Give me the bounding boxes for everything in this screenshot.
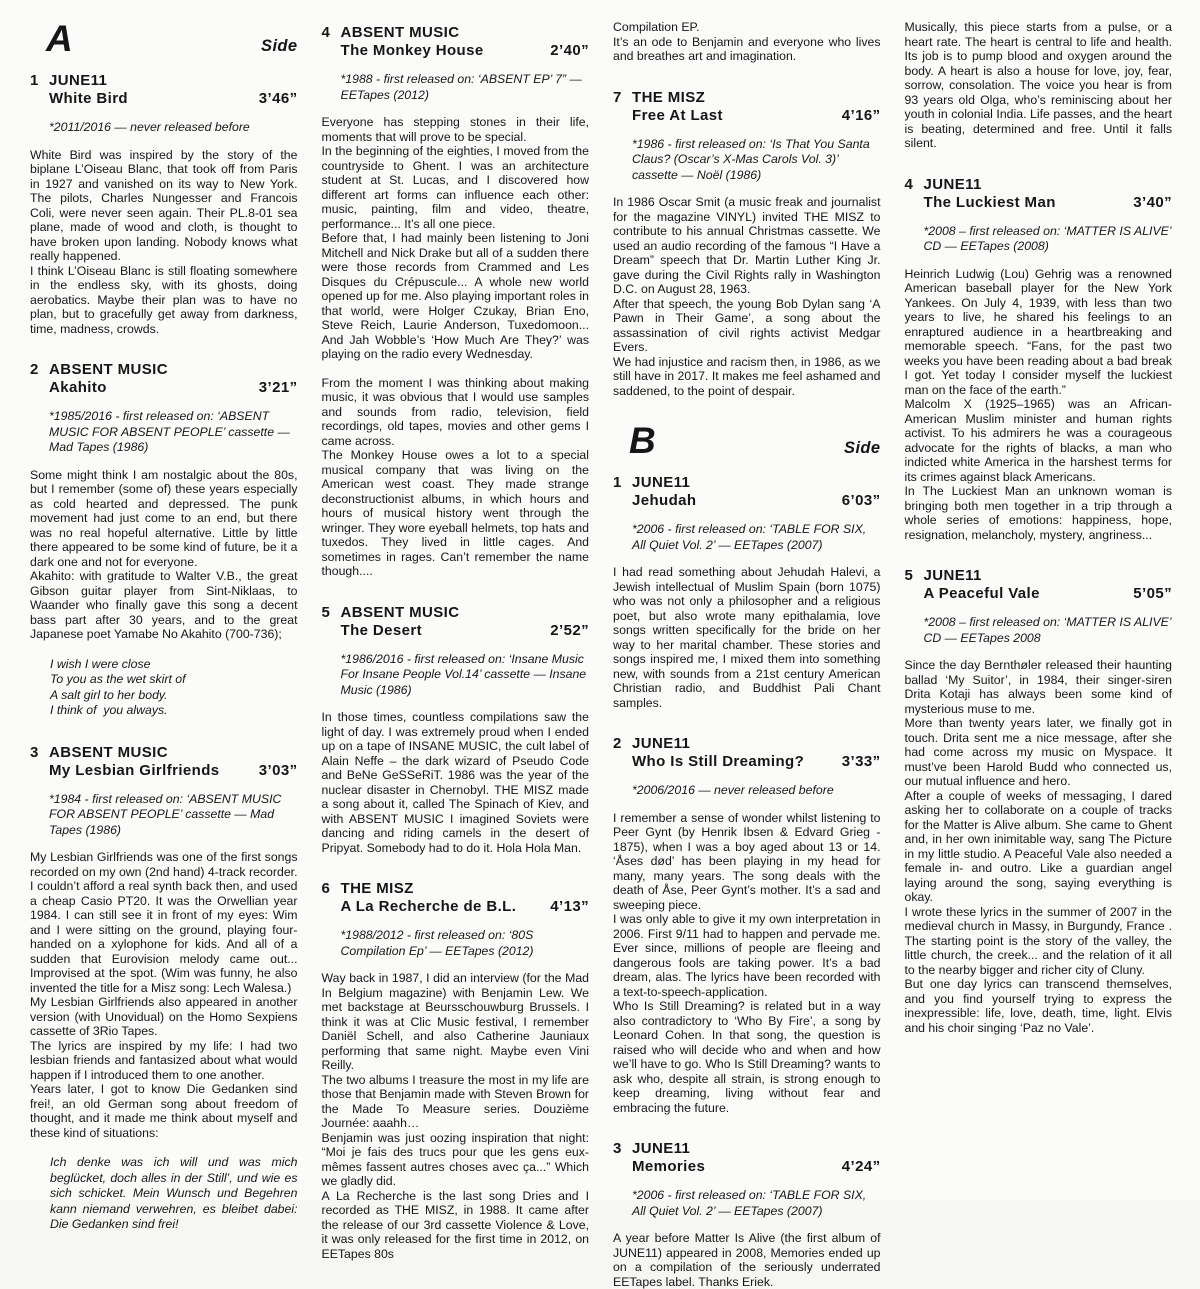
body-paragraph: The lyrics are inspired by my life: I had two lesbian friends and fantasized about what would happen if I introduced them to one another. xyxy=(30,1038,298,1082)
body-paragraph: Benjamin was just oozing inspiration that night: “Moi je fais des trucs pour que les gens eux-mêmes fassent autres choses avec ça...” Which we gladly did. xyxy=(321,1130,589,1188)
release-note: *2006/2016 — never released before xyxy=(632,783,834,797)
body-paragraph: In those times, countless compilations saw the light of day. I was extremely proud when I ended up on a tape of INSANE MUSIC, the cult label of Alain Neffe – the dark wizard of Pseudo Code and BeNe GeSSeRiT. 1986 was the year of the nuclear disaster in Chernobyl. THE MISZ made a song about it, called The Spinach of Kiev, and with ABSENT MUSIC I imagined Soviets were dancing and riding camels in the desert of Pripyat. Somebody had to do it. Hola Hola Man. xyxy=(321,710,589,855)
body-paragraph: I wrote these lyrics in the summer of 2007 in the medieval church in Massy, in Burgundy, France . The starting point is the story of the valley, the little church, the creek... and the relation of it all to the nearby bigger and richer city of Cluny. xyxy=(904,904,1172,977)
body-paragraph: In 1986 Oscar Smit (a music freak and journalist for the magazine VINYL) invited THE MISZ to contribute to his annual Christmas cassette. We used an audio recording of the famous “I Have a Dream” speech that Dr. Martin Luther King Jr. gave during the Civil Rights rally in Washington D.C. on August 28, 1963. xyxy=(613,195,881,296)
track-number: 2 xyxy=(613,735,622,752)
track-entry xyxy=(613,89,881,125)
body-paragraph: It’s an ode to Benjamin and everyone who lives and breathes art and imagination. xyxy=(613,34,881,63)
track-duration: 4’16” xyxy=(841,106,881,124)
track-entry xyxy=(30,361,298,397)
track-artist: JUNE11 xyxy=(632,735,691,752)
track-duration: 4’24” xyxy=(841,1158,881,1175)
track-entry xyxy=(613,1140,881,1176)
release-note: *2008 – first released on: ‘MATTER IS ALIVE’ CD — EETapes 2008 xyxy=(923,615,1171,645)
track-entry xyxy=(905,176,1173,212)
track-title: Memories xyxy=(632,1158,706,1175)
track-duration: 4’13” xyxy=(550,898,589,915)
track-title: Jehudah xyxy=(632,492,697,509)
side-header xyxy=(613,420,881,461)
track-number: 4 xyxy=(904,175,914,193)
track-artist: ABSENT MUSIC xyxy=(340,603,460,621)
release-note: *1986/2016 - first released on: ‘Insane Music For Insane People Vol.14’ cassette — Insane Music (1986) xyxy=(340,651,587,697)
track-duration: 2’52” xyxy=(550,621,589,639)
body-paragraph: Akahito: with gratitude to Walter V.B., the great Gibson guitar player from Sint-Niklaas, to Waander who finally gave this song a decent bass part after 30 years, and to the great Japanese poet Yamabe No Akahito (700-736); xyxy=(30,569,298,641)
body-paragraph: Years later, I got to know Die Gedanken sind frei!, an old German song about freedom of thought, and it made me think about myself and these kind of situations: xyxy=(30,1082,298,1140)
track-number: 7 xyxy=(613,88,622,106)
body-paragraph: After that speech, the young Bob Dylan sang ‘A Pawn in Their Game’, a song about the assassination of civil rights activist Medgar Evers. xyxy=(613,296,881,354)
release-note: *1986 - first released on: ‘Is That You Santa Claus? (Oscar’s X-Mas Carols Vol. 3)’ cassette — Noël (1986) xyxy=(632,136,870,182)
column-1 xyxy=(30,20,298,1289)
track-number: 5 xyxy=(321,603,331,621)
body-paragraph: I had read something about Jehudah Halevi, a Jewish intellectual of Muslim Spain (born 1075) who was not only a philosopher and a religious poet, but also wrote many epithalamia, love songs written specifically for the bride on her way to her marital chamber. These stories and songs inspired me, I mixed them into something new, with sounds from a 21st century American Christian radio, and Buddhist Pali Chant samples. xyxy=(613,565,881,710)
track-duration: 3’21” xyxy=(258,379,298,396)
body-paragraph: But one day lyrics can transcend themselves, and you find yourself trying to express the inexpressible: life, love, death, time, light. Elvis and his choir singing ‘Paz no Vale’. xyxy=(904,977,1172,1035)
track-number: 3 xyxy=(30,743,39,761)
body-paragraph: Some might think I am nostalgic about the 80s, but I remember (some of) these years especially as cold hearted and depressed. The punk movement had just come to an end, but there was no real hopeful alternative. Little by little there appeared to be some kind of future, be it a dark one and not for everyone. xyxy=(30,467,298,569)
poem-line: To you as the wet skirt of xyxy=(50,672,186,686)
track-number: 2 xyxy=(30,361,39,378)
track-entry xyxy=(322,880,590,916)
track-duration: 3’03” xyxy=(258,761,298,779)
track-duration: 2’40” xyxy=(550,42,589,59)
lyrics-quote: Ich denke was ich will und was mich beglücket, doch alles in der Still’, und wie es sich schicket. Mein Wunsch und Begehren kann niemand verwehren, es bleibet dabei: Die Gedanken sind frei! xyxy=(50,1155,298,1231)
body-paragraph: I think L’Oiseau Blanc is still floating somewhere in the endless sky, with its ghosts, doing aerobatics. Maybe their plan was to have no plan, but to gracefully get away from darkness, time, madness, crowds. xyxy=(30,263,298,336)
track-artist: ABSENT MUSIC xyxy=(340,24,460,41)
body-paragraph: The two albums I treasure the most in my life are those that Benjamin made with Steven Brown for the Made To Measure series. Douzième Journée: aaahh… xyxy=(321,1072,589,1130)
body-paragraph: I was only able to give it my own interpretation in 2006. First 9/11 had to happen and pervade me. Ever since, millions of people are fleeing and dangerous fools are taking power. It’s a bad dream, alas. The lyrics have been recorded with a text-to-speech-application. xyxy=(613,912,881,999)
track-artist: THE MISZ xyxy=(632,88,706,106)
track-title: White Bird xyxy=(49,90,128,107)
track-entry xyxy=(30,72,298,108)
paragraph-gap xyxy=(322,362,590,376)
release-note: *1988/2012 - first released on: ‘80S Compilation Ep’ — EETapes (2012) xyxy=(340,928,534,958)
track-number: 4 xyxy=(321,24,331,41)
track-title: The Luckiest Man xyxy=(923,193,1056,211)
track-duration: 3’40” xyxy=(1133,193,1172,211)
track-title: My Lesbian Girlfriends xyxy=(49,761,220,779)
track-entry xyxy=(322,604,590,640)
release-note: *1985/2016 - first released on: ‘ABSENT MUSIC FOR ABSENT PEOPLE’ cassette — Mad Tapes (1986) xyxy=(49,409,290,454)
track-duration: 3’33” xyxy=(841,753,881,770)
track-title: Free At Last xyxy=(632,106,723,124)
body-paragraph: White Bird was inspired by the story of the biplane L’Oiseau Blanc, that took off from Paris in 1927 and vanished on its way to New York. The pilots, Charles Nungesser and Francois Coli, were never seen again. Their PL.8-01 sea plane, made of wood and cloth, is thought to have broken upon landing. Nobody knows what really happened. xyxy=(30,147,298,263)
body-paragraph: Compilation EP. xyxy=(613,20,700,34)
track-title: Akahito xyxy=(49,379,107,396)
track-entry xyxy=(30,744,298,780)
track-number: 6 xyxy=(321,880,331,897)
body-paragraph: The Monkey House owes a lot to a special musical company that was living on the American west coast. They made strange deconstructionist albums, in which hours and hours of musical history went through the wringer. They wore eyeball helmets, top hats and tuxedos. They lived in little cages. And sometimes in rages. Can’t remember the name though.... xyxy=(321,448,589,578)
track-entry xyxy=(905,567,1173,603)
release-note: *1984 - first released on: ‘ABSENT MUSIC FOR ABSENT PEOPLE’ cassette — Mad Tapes (1986) xyxy=(49,791,282,837)
track-title: Who Is Still Dreaming? xyxy=(632,753,805,770)
body-paragraph: Who Is Still Dreaming? is related but in a way also contradictory to ‘Who By Fire’, a song by Leonard Cohen. In that song, the question is raised who will decide who and when and how we’ll have to go. Who Is Still Dreaming? wants to ask who, despite all strain, is strong enough to keep dreaming, living without fear and embracing the future. xyxy=(613,999,881,1115)
body-paragraph: In The Luckiest Man an unknown woman is bringing both men together in a trip through a whole series of emotions: happiness, hope, resignation, melancholy, mystery, angriness... xyxy=(904,484,1172,542)
body-paragraph: I remember a sense of wonder whilst listening to Peer Gynt (by Henrik Ibsen & Edvard Grieg - 1875), when I was a boy aged about 13 or 14. ‘Åses død’ has been playing in my head for many, many years. The song deals with the death of Åse, Peer Gynt’s mother. It’s a sad and sweeping piece. xyxy=(613,810,881,912)
track-title: A Peaceful Vale xyxy=(923,585,1040,602)
track-artist: JUNE11 xyxy=(49,72,108,89)
body-paragraph: Before that, I had mainly been listening to Joni Mitchell and Nick Drake but all of a sudden there were those records from Crammed and Les Disques du Crépuscule... A whole new world opened up for me. Also playing important roles in that world, were Holger Czukay, Brian Eno, Steve Reich, Laurie Anderson, Tuxedomoon... And Jah Wobble’s ‘How Much Are They?’ was playing on the radio every Wednesday. xyxy=(321,231,589,361)
poem-quote xyxy=(50,657,298,719)
track-duration: 6’03” xyxy=(841,492,881,509)
track-artist: JUNE11 xyxy=(632,1140,691,1157)
poem-line: I think of you always. xyxy=(50,703,168,717)
body-paragraph: Way back in 1987, I did an interview (for the Mad In Belgium magazine) with Benjamin Lew. We met backstage at Beursschouwburg Brussels. I think it was at Clic Music festival, I remember Daniël Schell, and also Catherine Jauniaux performing that same night. Maybe even Vini Reilly. xyxy=(321,971,589,1072)
body-paragraph: Since the day Bernthøler released their haunting ballad ‘My Suitor’, in 1984, their singer-siren Drita Kotaji has always been some kind of mysterious muse to me. xyxy=(904,658,1172,716)
track-artist: JUNE11 xyxy=(923,567,982,584)
side-letter: B xyxy=(629,420,657,461)
body-paragraph: In the beginning of the eighties, I moved from the countryside to Ghent. I was an architecture student at St. Lucas, and I discovered how different art forms can influence each other: music, painting, film and video, theatre, performance... It’s all one piece. xyxy=(321,144,589,231)
body-paragraph: More than twenty years later, we finally got in touch. Drita sent me a nice message, after she had come across my music on Myspace. It must’ve been Harold Budd who connected us, our mutual influence and hero. xyxy=(904,716,1172,788)
track-duration: 3’46” xyxy=(258,90,298,107)
track-number: 1 xyxy=(30,72,39,89)
release-note: *2011/2016 — never released before xyxy=(49,120,250,134)
track-number: 5 xyxy=(904,567,914,584)
side-letter: A xyxy=(46,18,74,59)
track-number: 1 xyxy=(613,474,622,491)
track-artist: ABSENT MUSIC xyxy=(49,743,168,761)
body-paragraph: Heinrich Ludwig (Lou) Gehrig was a renowned American baseball player for the New York Yankees. On July 4, 1939, with less than two years to live, he shared his feelings to an enraptured audience in a heartbreaking and memorable speech. “Fans, for the past two weeks you have been reading about a bad break I got. Yet today I consider myself the luckiest man on the face of the earth.” xyxy=(904,266,1172,397)
release-note: *2008 – first released on: ‘MATTER IS ALIVE’ CD — EETapes (2008) xyxy=(923,223,1171,253)
body-paragraph: From the moment I was thinking about making music, it was obvious that I would use samples and sounds from radio, television, field recordings, old tapes, movies and other gems I came across. xyxy=(321,375,589,448)
column-3 xyxy=(613,20,881,1289)
track-artist: JUNE11 xyxy=(923,175,982,193)
track-title: A La Recherche de B.L. xyxy=(340,898,517,915)
side-header xyxy=(30,18,298,59)
track-title: The Monkey House xyxy=(340,42,484,59)
body-paragraph: Malcolm X (1925–1965) was an African-American Muslim minister and human rights activist. To his admirers he was a courageous advocate for the rights of blacks, a man who indicted white America in the harshest terms for its crimes against black Americans. xyxy=(904,397,1172,484)
column-4 xyxy=(905,20,1173,1289)
release-note: *2006 - first released on: ‘TABLE FOR SIX, All Quiet Vol. 2’ — EETapes (2007) xyxy=(632,1188,867,1218)
track-artist: JUNE11 xyxy=(632,474,691,491)
body-paragraph: My Lesbian Girlfriends also appeared in another version (with Unovidual) on the Homo Sexpiens cassette of 3Rio Tapes. xyxy=(30,995,298,1038)
release-note: *1988 - first released on: ‘ABSENT EP’ 7” — EETapes (2012) xyxy=(340,72,582,102)
side-label: Side xyxy=(261,37,298,55)
body-paragraph: After a couple of weeks of messaging, I dared asking her to collaborate on a couple of tracks for the Matter is Alive album. She came to Ghent and, in her own inimitable way, sang The Picture in my little studio. A Peaceful Vale also needed a female in- and outro. Like a guardian angel laying around the song, saying everything is okay. xyxy=(904,788,1172,904)
poem-line: A salt girl to her body. xyxy=(50,687,168,702)
body-paragraph: A year before Matter Is Alive (the first album of JUNE11) appeared in 2008, Memories ended up on a compilation of the seriously underrated EETapes label. Thanks Eriek. xyxy=(613,1231,881,1289)
track-artist: ABSENT MUSIC xyxy=(49,361,168,378)
column-2 xyxy=(322,20,590,1289)
side-label: Side xyxy=(844,439,881,457)
track-duration: 5’05” xyxy=(1133,585,1172,602)
track-entry xyxy=(613,474,881,510)
track-entry xyxy=(322,24,590,60)
body-paragraph: Musically, this piece starts from a pulse, or a heart rate. The heart is central to life and health. Its job is to pump blood and oxygen around the body. A heart is also a house for love, joy, fear, sorrow, consolation. The voice you hear is from 93 years old Olga, who’s reminiscing about her youth in colonial India. Life passes, and the heart is beating, determined and free. Until it falls silent. xyxy=(904,20,1172,150)
poem-line: I wish I were close xyxy=(50,656,151,671)
body-paragraph: Everyone has stepping stones in their life, moments that will prove to be special. xyxy=(321,115,589,144)
body-paragraph: My Lesbian Girlfriends was one of the first songs recorded on my own (2nd hand) 4-track recorder. I couldn’t afford a real synth back then, and used a cheap Casio PT20. It was the Orwellian year 1984. I can still see it in front of my eyes: Wim and I were sitting on the ground, playing four-handed on a xylophone for kids. And all of a sudden that Eurovision melody came out... Improvised at the spot. (Wim was funny, he also invented the title for a Misz song: Lech Walesa.) xyxy=(30,850,298,995)
track-title: The Desert xyxy=(340,621,423,639)
track-artist: THE MISZ xyxy=(340,880,414,897)
release-note: *2006 - first released on: ‘TABLE FOR SIX, All Quiet Vol. 2’ — EETapes (2007) xyxy=(632,522,867,552)
track-number: 3 xyxy=(613,1140,622,1157)
body-paragraph: A La Recherche is the last song Dries and I recorded as THE MISZ, in 1988. It came after the release of our 3rd cassette Violence & Love, it was only released for the first time in 2012, on EETapes 80s xyxy=(321,1188,589,1261)
track-entry xyxy=(613,735,881,771)
body-paragraph: We had injustice and racism then, in 1986, as we still have in 2017. It makes me feel ashamed and saddened, to the point of despair. xyxy=(613,354,881,398)
